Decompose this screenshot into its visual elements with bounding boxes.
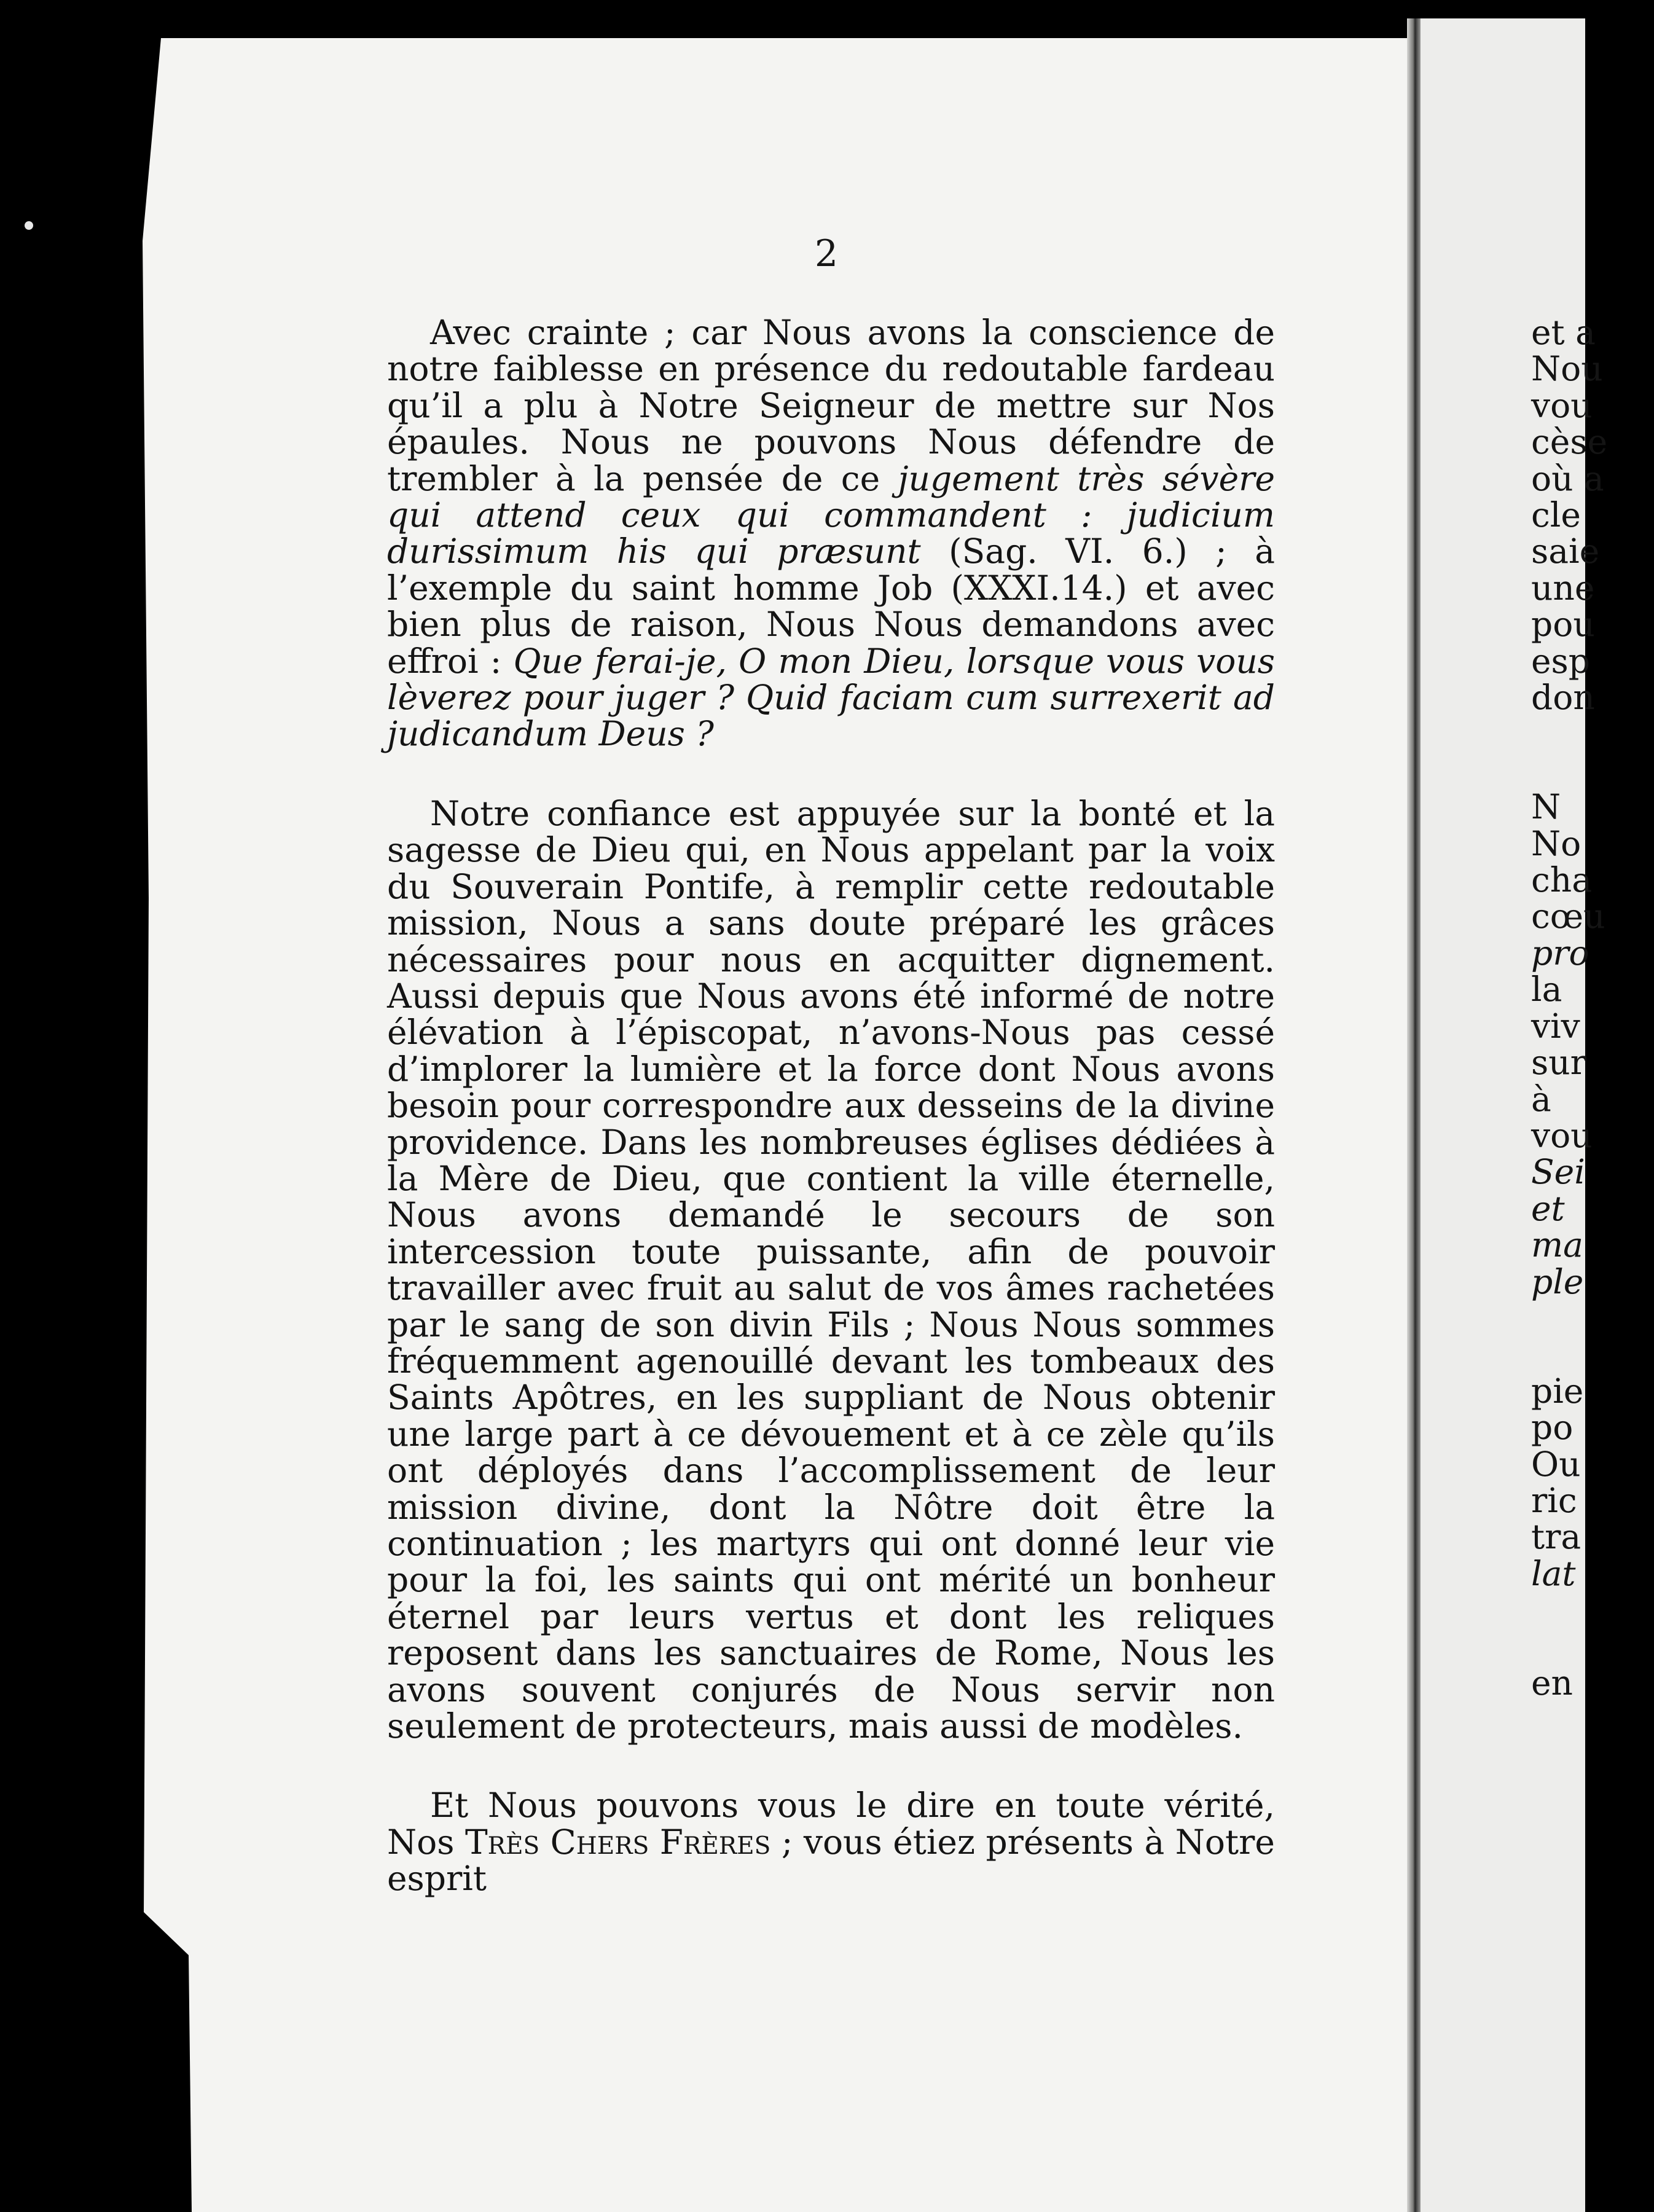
right-page-line: à	[1531, 1079, 1551, 1119]
right-page-line: sur	[1531, 1043, 1586, 1083]
scan-speck	[25, 221, 33, 230]
right-page-line: saie	[1531, 531, 1600, 571]
right-page-line: viv	[1531, 1006, 1580, 1046]
text-segment: Et Nous pouvons vous le dire en toute vérité, Nos	[387, 1786, 1275, 1862]
right-page-line: pro	[1531, 933, 1589, 973]
right-page-line: cle	[1531, 495, 1581, 535]
right-page-line	[1531, 716, 1654, 752]
right-page-line: No	[1531, 823, 1581, 863]
right-page-line	[1531, 1629, 1654, 1665]
right-page-line	[1531, 1336, 1654, 1373]
right-page-line: une	[1531, 568, 1595, 608]
right-page-line: Nou	[1531, 349, 1603, 389]
right-page-line: la	[1531, 970, 1562, 1010]
right-page-line: ma	[1531, 1225, 1583, 1265]
page-number: 2	[814, 232, 839, 275]
right-page-line: pie	[1531, 1371, 1584, 1411]
right-page-line: lat	[1531, 1553, 1576, 1593]
paragraph	[387, 793, 1275, 1746]
right-page-line: N	[1531, 787, 1561, 827]
right-page-line: Ou	[1531, 1444, 1581, 1484]
right-page-line: pou	[1531, 605, 1595, 645]
right-page-line: et a	[1531, 313, 1596, 352]
text-segment: (Sag. VI. 6.) ; à l’exemple du saint homme Job (XXXI.14.) et avec bien plus de raison, Nous Nous demandons avec effroi :	[387, 531, 1275, 681]
page-gutter	[1407, 18, 1421, 2212]
small-caps-text: Très Chers Frères	[464, 1822, 771, 1862]
right-page-line	[1531, 1592, 1654, 1628]
right-page-line: cœu	[1531, 896, 1605, 936]
paragraph	[387, 1787, 1275, 1897]
italic-quote: Que ferai-je, O mon Dieu, lorsque vous vous lèverez pour juger ? Quid faciam cum surrexerit ad judicandum Deus ?	[387, 641, 1275, 754]
right-page-line: ple	[1531, 1261, 1584, 1301]
right-page-line: en	[1531, 1663, 1573, 1703]
italic-quote: jugement très sévère qui attend ceux qui commandent : judicium durissimum his qui præsunt	[387, 458, 1275, 571]
text-segment: Notre confiance est appuyée sur la bonté et la sagesse de Dieu qui, en Nous appelant par la voix du Souverain Pontife, à remplir cette redoutable mission, Nous a sans doute préparé les grâces nécessaires pour nous en acquitter dignement. Aussi depuis que Nous avons été informé de notre élévation à l’épiscopat, n’avons-Nous pas cessé d’implorer la lumière et la force dont Nous avons besoin pour correspondre aux desseins de la divine providence. Dans les nombreuses églises dédiées à la Mère de Dieu, que contient la ville éternelle, Nous avons demandé le secours de son intercession toute puissante, afin de pouvoir travailler avec fruit au salut de vos âmes rachetées par le sang de son divin Fils ; Nous Nous sommes fréquemment agenouillé devant les tombeaux des Saints Apôtres, en les suppliant de Nous obtenir une large part à ce dévouement et à ce zèle qu’ils ont déployés dans l’accomplissement de leur mission divine, dont la Nôtre doit être la continuation ; les martyrs qui ont donné leur vie pour la foi, les saints qui ont mérité un bonheur éternel par leurs vertus et dont les reliques reposent dans les sanctuaires de Rome, Nous les avons souvent conjurés de Nous servir non seulement de protecteurs, mais aussi de modèles.	[387, 793, 1275, 1746]
body-text	[387, 315, 1275, 1940]
text-segment: ; vous étiez présents à Notre esprit	[387, 1822, 1275, 1899]
text-segment: Avec crainte ; car Nous avons la conscience de notre faiblesse en présence du redoutable fardeau qu’il a plu à Notre Seigneur de mettre sur Nos épaules. Nous ne pouvons Nous défendre de trembler à la pensée de ce	[387, 313, 1275, 498]
right-page-line: où a	[1531, 458, 1604, 498]
right-page-line: don	[1531, 678, 1595, 718]
right-page-line: Sei	[1531, 1152, 1585, 1192]
right-page-line: esp	[1531, 641, 1590, 681]
right-page-text	[1531, 315, 1654, 1701]
right-page-line: cha	[1531, 860, 1593, 900]
right-page-line: cèse	[1531, 422, 1608, 462]
right-page-line: tra	[1531, 1517, 1581, 1557]
right-page-line: po	[1531, 1408, 1574, 1448]
right-page-line: et	[1531, 1188, 1565, 1228]
right-page-line	[1531, 753, 1654, 789]
right-page-line	[1531, 1300, 1654, 1336]
right-page-line: ric	[1531, 1480, 1577, 1520]
paragraph	[387, 315, 1275, 753]
right-page-line: vou	[1531, 1115, 1593, 1155]
right-page-line: vou	[1531, 385, 1593, 425]
